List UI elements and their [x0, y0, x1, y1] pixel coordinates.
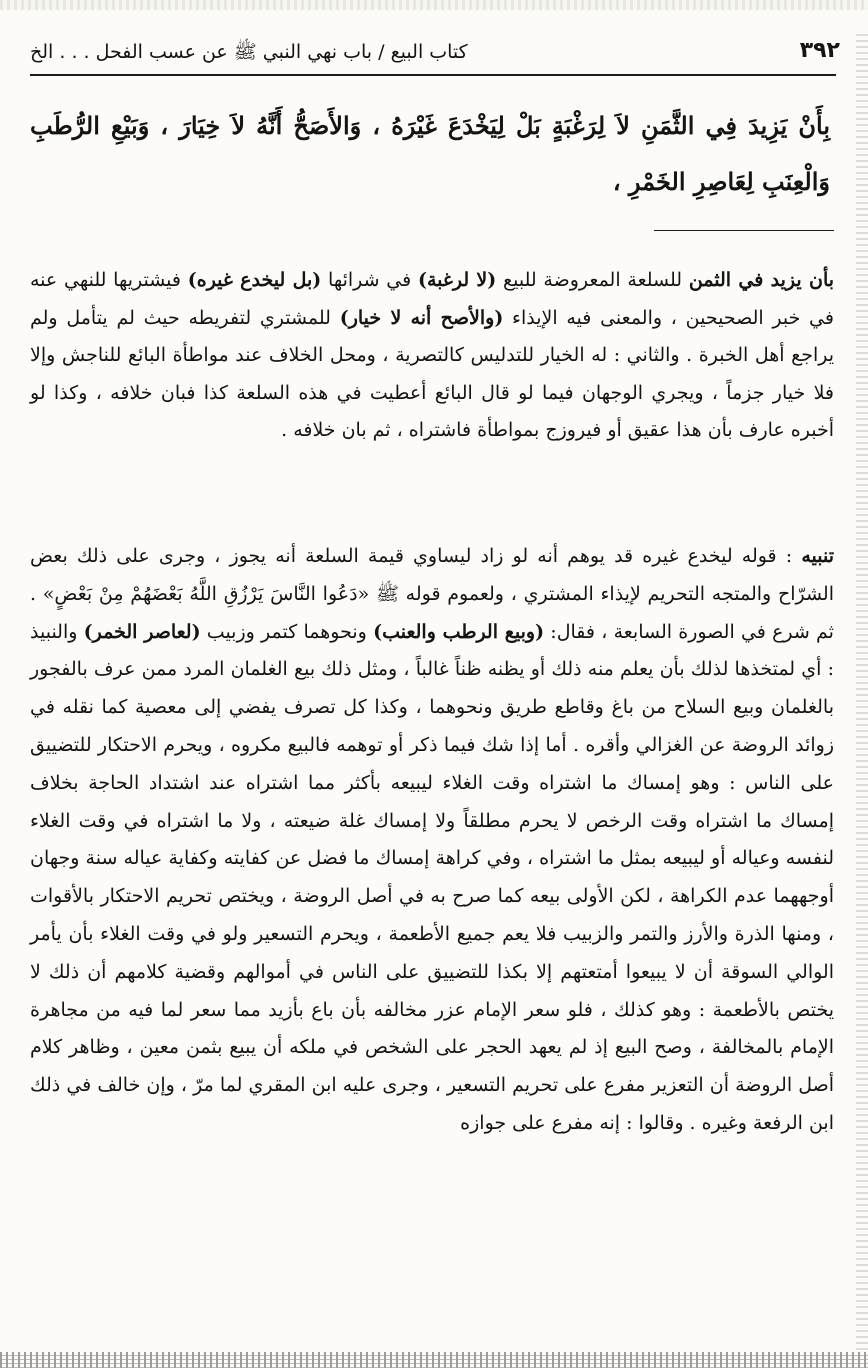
commentary-text: والنبيذ : أي لمتخذها لذلك بأن يعلم منه ذلك أو يظنه ظناً غالباً ، ومثل ذلك بيع الغلمان المرد ممن عرف بالفجور بالغلمان وبيع السلاح من باغ وقاطع طريق ونحوهما ، وكذا كل تصرف يفضي إلى معصية كما نقله في زوائد الروضة عن الغزالي وأقره . أما إذا شك فيما ذكر أو توهمه فالبيع مكروه ، ويحرم الاحتكار للتضييق على الناس : وهو إمساك ما اشتراه وقت الغلاء ليبيعه بأكثر مما اشتراه عند اشتداد الحاجة بخلاف إمساك ما اشتراه وقت الرخص لا يحرم مطلقاً ولا إمساك غلة ضيعته ، ولا ما اشتراه في وقت الغلاء لنفسه وعياله أو ليبيعه بمثل ما اشتراه ، وفي كراهة إمساك ما فضل عن كفايته وكفاية عياله سنة وجهان أوجههما عدم الكراهة ، لكن الأولى بيعه كما صرح به في أصل الروضة ، ويختص تحريم الاحتكار بالأقوات ، ومنها الذرة والأرز والتمر والزبيب فلا يعم جميع الأطعمة ، ويحرم التسعير ولو في وقت الغلاء بأن يأمر الوالي السوقة أن لا يبيعوا أمتعتهم إلا بكذا للتضييق على الناس في أموالهم وقضية كلامهم أن ذلك لا يختص بالأطعمة : وهو كذلك ، فلو سعر الإمام عزر مخالفه بأن باع بأزيد مما سعر لما فيه من مجاهرة الإمام بالمخالفة ، وصح البيع إذ لم يعهد الحجر على الشخص في ملكه أن يبيع بثمن معين ، وظاهر كلام أصل الروضة أن التعزير مفرع على تحريم التسعير ، وجرى عليه ابن المقري لما مرّ ، وإن خالف في ذلك ابن الرفعة وغيره . وقالوا : إنه مفرع على جوازه	[30, 620, 834, 1134]
running-title: كتاب البيع / باب نهي النبي ﷺ عن عسب الفحل . . . الخ	[30, 41, 468, 63]
commentary-text: فيشتريها للنهي عنه في خبر الصحيحين ، والمعنى فيه الإيذاء	[30, 269, 834, 329]
tanbih-paragraph	[30, 538, 834, 1143]
matn-divider	[654, 230, 834, 231]
bottom-border-ornament	[0, 1352, 868, 1368]
matn-text: بِأَنْ يَزِيدَ فِي الثَّمَنِ لاَ لِرَغْبَةٍ بَلْ لِيَخْدَعَ غَيْرَهُ ، وَالأَصَحُّ أَنَّهُ لاَ خِيَارَ ، وَبَيْعِ الرُّطَبِ وَالْعِنَبِ لِعَاصِرِ الخَمْرِ ،	[30, 111, 830, 196]
page-edge-shadow	[856, 30, 868, 1350]
top-border-ornament	[0, 0, 868, 10]
commentary-text: ونحوهما كتمر وزبيب	[200, 620, 374, 643]
quoted-matn: (والأصح أنه لا خيار)	[339, 306, 504, 329]
quoted-matn: (وبيع الرطب والعنب)	[373, 620, 545, 643]
quoted-matn: (بل ليخدع غيره)	[187, 269, 322, 291]
quoted-matn: (لعاصر الخمر)	[83, 620, 201, 643]
header-divider	[30, 74, 836, 76]
quoted-matn: بأن يزيد في الثمن	[688, 269, 835, 291]
quoted-matn: (لا لرغبة)	[417, 269, 497, 291]
commentary-text: للسلعة المعروضة للبيع	[496, 269, 689, 291]
commentary-text: للمشتري لتفريطه حيث لم يتأمل ولم يراجع أهل الخبرة . والثاني : له الخيار للتدليس كالتصرية ، ومحل الخلاف عند مواطأة البائع للناجش وإلا فلا خيار جزماً ، ويجري الوجهان فيما لو قال البائع أعطيت في هذه السلعة كذا فبان خلافه ، وكذا لو أخبره عارف بأن هذا عقيق أو فيروزج بمواطأة فاشتراه ، ثم بان خلافه .	[30, 306, 834, 441]
tanbih-label: تنبيه	[801, 545, 834, 567]
page-number: ٣٩٢	[799, 38, 840, 63]
commentary-text: في شرائها	[321, 269, 418, 291]
commentary-paragraph	[30, 262, 834, 450]
commentary-text: : قوله ليخدع غيره قد يوهم أنه لو زاد ليساوي قيمة السلعة أنه يجوز ، وجرى على ذلك بعض الشرّاح والمتجه التحريم لإيذاء المشتري ، ولعموم قوله ﷺ «دَعُوا النَّاسَ يَرْزُقِ اللَّهُ بَعْضَهُمْ مِنْ بَعْضٍ» . ثم شرع في الصورة السابعة ، فقال:	[30, 545, 834, 643]
page-header	[30, 34, 840, 74]
